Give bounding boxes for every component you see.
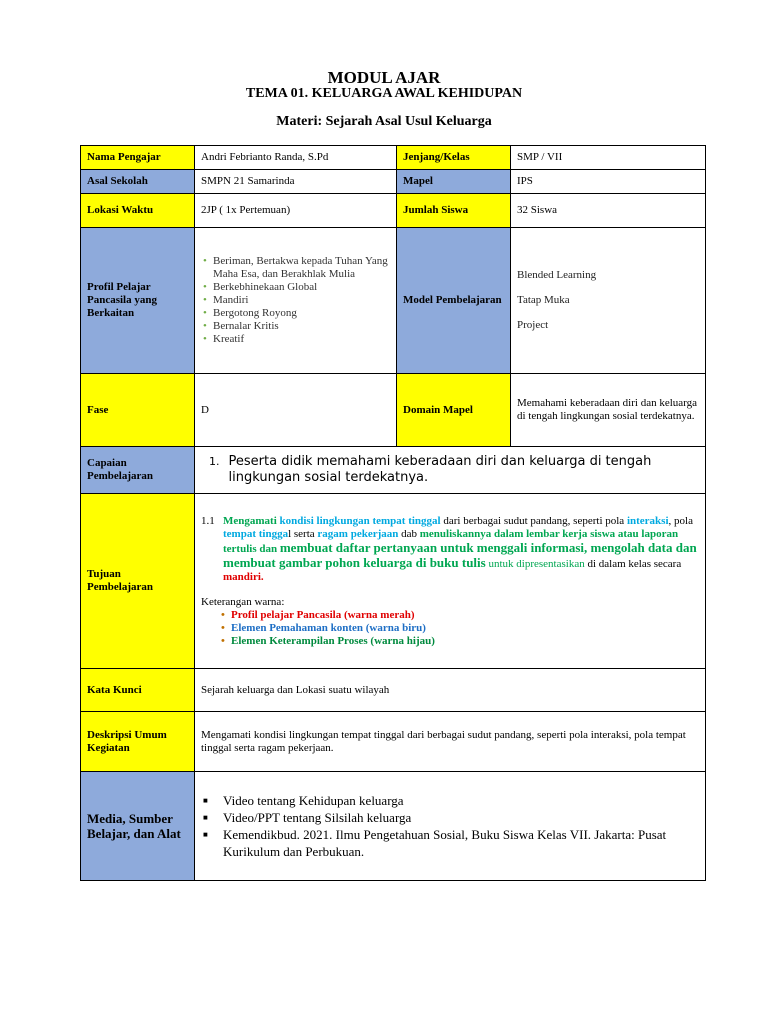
legend-item-blue: • Elemen Pemahaman konten (warna biru) bbox=[231, 622, 699, 635]
document-title: MODUL AJAR bbox=[327, 68, 441, 87]
profil-label: Profil Pelajar Pancasila yang Berkaitan bbox=[81, 228, 195, 374]
materi-title: Materi: Sejarah Asal Usul Keluarga bbox=[276, 114, 492, 129]
asal-sekolah-value: SMPN 21 Samarinda bbox=[195, 170, 397, 194]
media-label: Media, Sumber Belajar, dan Alat bbox=[81, 772, 195, 881]
list-item: ■ Video tentang Kehidupan keluarga bbox=[223, 792, 699, 809]
tujuan-text: Mengamati kondisi lingkungan tempat tinggal dari berbagai sudut pandang, seperti pola interaksi, pola tempat tinggal serta ragam pekerjaan dab menuliskannya dalam lembar kerja siswa atau laporan tertulis dan membuat daftar pertanyaan untuk menggali informasi, mengolah data dan membuat gambar pohon keluarga di buku tulis untuk dipresentasikan di dalam kelas secara mandiri. bbox=[223, 514, 697, 583]
media-list bbox=[201, 792, 699, 860]
list-item: • Bernalar Kritis bbox=[213, 320, 390, 333]
model-value bbox=[511, 228, 706, 374]
kata-kunci-value: Sejarah keluarga dan Lokasi suatu wilayah bbox=[195, 669, 706, 712]
table-row bbox=[81, 146, 706, 170]
profil-list bbox=[201, 255, 390, 346]
jumlah-siswa-value: 32 Siswa bbox=[511, 194, 706, 228]
domain-value: Memahami keberadaan diri dan keluarga di tengah lingkungan sosial terdekatnya. bbox=[511, 374, 706, 447]
jenjang-value: SMP / VII bbox=[511, 146, 706, 170]
theme-title: TEMA 01. KELUARGA AWAL KEHIDUPAN bbox=[245, 86, 523, 101]
legend-item-green: • Elemen Keterampilan Proses (warna hijau) bbox=[231, 635, 699, 648]
capaian-value bbox=[195, 447, 706, 494]
table-row bbox=[81, 170, 706, 194]
legend-item-red: • Profil pelajar Pancasila (warna merah) bbox=[231, 609, 699, 622]
asal-sekolah-label: Asal Sekolah bbox=[81, 170, 195, 194]
tujuan-label: Tujuan Pembelajaran bbox=[81, 494, 195, 669]
media-value bbox=[195, 772, 706, 881]
table-row bbox=[81, 447, 706, 494]
list-item: • Berkebhinekaan Global bbox=[213, 281, 390, 294]
table-row bbox=[81, 374, 706, 447]
list-item: ■ Video/PPT tentang Silsilah keluarga bbox=[223, 809, 699, 826]
capaian-number: 1. bbox=[209, 455, 220, 468]
tujuan-number: 1.1 bbox=[201, 514, 215, 527]
tujuan-value bbox=[195, 494, 706, 669]
nama-pengajar-value: Andri Febrianto Randa, S.Pd bbox=[195, 146, 397, 170]
table-row bbox=[81, 194, 706, 228]
table-row bbox=[81, 772, 706, 881]
nama-pengajar-label: Nama Pengajar bbox=[81, 146, 195, 170]
model-label: Model Pembelajaran bbox=[397, 228, 511, 374]
domain-label: Domain Mapel bbox=[397, 374, 511, 447]
profil-value bbox=[195, 228, 397, 374]
jumlah-siswa-label: Jumlah Siswa bbox=[397, 194, 511, 228]
capaian-text: Peserta didik memahami keberadaan diri dan keluarga di tengah lingkungan sosial terdekatnya. bbox=[228, 454, 652, 485]
mapel-value: IPS bbox=[511, 170, 706, 194]
table-row bbox=[81, 712, 706, 772]
kata-kunci-label: Kata Kunci bbox=[81, 669, 195, 712]
model-item: Blended Learning bbox=[517, 269, 597, 281]
model-item: Project bbox=[517, 319, 549, 331]
list-item: • Kreatif bbox=[213, 333, 390, 346]
module-table bbox=[80, 145, 706, 881]
jenjang-label: Jenjang/Kelas bbox=[397, 146, 511, 170]
list-item: • Mandiri bbox=[213, 294, 390, 307]
lokasi-waktu-label: Lokasi Waktu bbox=[81, 194, 195, 228]
model-item: Tatap Muka bbox=[517, 294, 570, 306]
list-item: • Beriman, Bertakwa kepada Tuhan Yang Maha Esa, dan Berakhlak Mulia bbox=[213, 255, 390, 281]
lokasi-waktu-value: 2JP ( 1x Pertemuan) bbox=[195, 194, 397, 228]
deskripsi-value: Mengamati kondisi lingkungan tempat tinggal dari berbagai sudut pandang, seperti pola interaksi, pola tempat tinggal serta ragam pekerjaan. bbox=[195, 712, 706, 772]
list-item: • Bergotong Royong bbox=[213, 307, 390, 320]
table-row bbox=[81, 669, 706, 712]
deskripsi-label: Deskripsi Umum Kegiatan bbox=[81, 712, 195, 772]
fase-value: D bbox=[195, 374, 397, 447]
list-item: ■ Kemendikbud. 2021. Ilmu Pengetahuan Sosial, Buku Siswa Kelas VII. Jakarta: Pusat Kurikulum dan Perbukuan. bbox=[223, 826, 699, 860]
mapel-label: Mapel bbox=[397, 170, 511, 194]
table-row bbox=[81, 494, 706, 669]
keterangan-label: Keterangan warna: bbox=[201, 595, 285, 608]
table-row bbox=[81, 228, 706, 374]
color-legend bbox=[201, 609, 699, 648]
fase-label: Fase bbox=[81, 374, 195, 447]
capaian-label: Capaian Pembelajaran bbox=[81, 447, 195, 494]
